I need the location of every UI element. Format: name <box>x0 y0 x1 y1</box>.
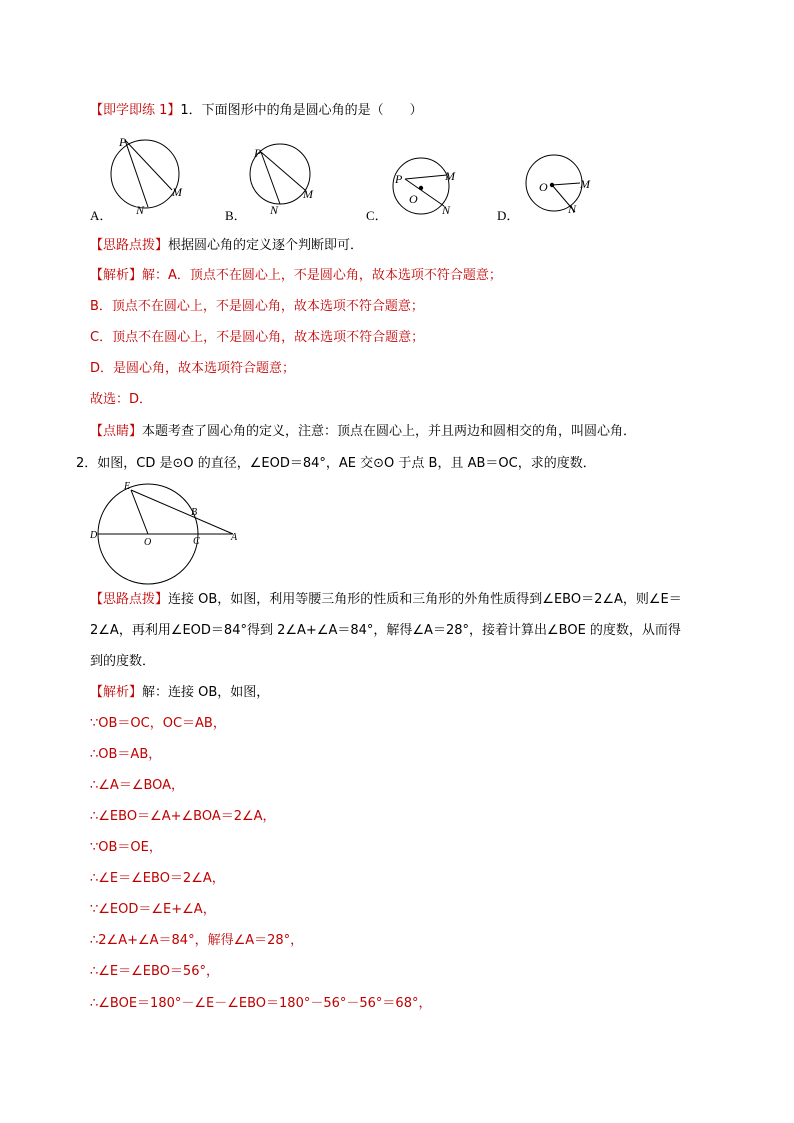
q1-analysis-text-0: 解：A．顶点不在圆心上，不是圆心角，故本选项不符合题意； <box>142 268 502 283</box>
q2-label-b: B <box>191 507 198 518</box>
figure-c <box>393 158 456 217</box>
q2-stem: 2．如图，CD 是⊙O 的直径，∠EOD＝84°，AE 交⊙O 于点 B，且 AB＝OC，求的度数． <box>76 456 596 471</box>
q2-step-6: ∵∠EOD＝∠E+∠A， <box>90 902 216 917</box>
q2-hint-line-2: 到的度数． <box>90 654 156 669</box>
q2-step-7: ∴2∠A+∠A＝84°，解得∠A＝28°， <box>90 933 304 948</box>
q1-analysis-tag: 【解析】 <box>90 268 143 283</box>
q1-hint-line <box>90 237 363 255</box>
option-c-label: C． <box>366 208 388 223</box>
fig-a-label-m: M <box>172 185 182 199</box>
q2-step-2: ∴∠A＝∠BOA， <box>90 778 185 793</box>
q2-step-4: ∵OB＝OE， <box>90 840 162 855</box>
q2-label-c: C <box>193 536 200 547</box>
figure-a <box>111 135 183 217</box>
q2-step-8: ∴∠E＝∠EBO＝56°， <box>90 964 219 979</box>
q2-analysis-intro: 解：连接 OB，如图， <box>142 685 270 700</box>
fig-d-label-m: M <box>580 177 590 191</box>
q1-comment-line <box>90 423 636 441</box>
fig-c-label-m: M <box>445 169 455 183</box>
option-b-label: B． <box>225 208 247 223</box>
q2-hint-text-0: 连接 OB，如图，利用等腰三角形的性质和三角形的外角性质得到∠EBO＝2∠A，则∠E＝ <box>168 592 682 607</box>
q2-figure <box>88 478 248 588</box>
fig-a-label-p: P <box>119 135 127 149</box>
q1-tag: 【即学即练 1】 <box>90 103 181 118</box>
fig-c-label-p: P <box>395 172 403 186</box>
figure-d <box>526 155 591 216</box>
fig-b-label-n: N <box>270 203 279 217</box>
q1-comment-tag: 【点睛】 <box>90 424 143 439</box>
q2-step-9: ∴∠BOE＝180°－∠E－∠EBO＝180°－56°－56°＝68°， <box>90 996 432 1011</box>
fig-d-label-n: N <box>568 202 577 216</box>
q1-hint-tag: 【思路点拨】 <box>90 238 169 253</box>
fig-b-label-p: P <box>254 146 262 160</box>
q2-hint-tag: 【思路点拨】 <box>90 592 169 607</box>
q1-analysis-line-4: 故选：D． <box>90 392 153 407</box>
option-d-label: D． <box>497 208 520 223</box>
option-a-label: A． <box>90 208 113 223</box>
q2-hint-line-1: 2∠A，再利用∠EOD＝84°得到 2∠A+∠A＝84°，解得∠A＝28°，接着计算出∠BOE 的度数，从而得 <box>90 623 681 638</box>
q1-analysis-line-3: D．是圆心角，故本选项符合题意； <box>90 361 296 376</box>
q2-step-1: ∴OB＝AB， <box>90 747 162 762</box>
q1-comment: 本题考查了圆心角的定义，注意：顶点在圆心上，并且两边和圆相交的角，叫圆心角． <box>142 424 637 439</box>
q1-analysis-line-0 <box>90 267 502 285</box>
q2-label-e: E <box>124 481 131 492</box>
q1-stem-line <box>90 102 423 120</box>
q2-step-0: ∵OB＝OC，OC＝AB， <box>90 716 226 731</box>
q2-step-3: ∴∠EBO＝∠A+∠BOA＝2∠A， <box>90 809 276 824</box>
q1-analysis-line-2: C．顶点不在圆心上，不是圆心角，故本选项不符合题意； <box>90 330 425 345</box>
q2-label-o: O <box>144 537 152 548</box>
q1-analysis-line-1: B．顶点不在圆心上，不是圆心角，故本选项不符合题意； <box>90 299 424 314</box>
fig-b-label-m: M <box>303 187 313 201</box>
q2-analysis-tag: 【解析】 <box>90 685 143 700</box>
q2-step-5: ∴∠E＝∠EBO＝2∠A， <box>90 871 225 886</box>
q1-figures <box>90 130 710 230</box>
q2-hint-line-0 <box>90 591 682 609</box>
fig-c-label-o: O <box>409 192 418 206</box>
q1-stem: 1．下面图形中的角是圆心角的是（ ） <box>180 103 423 118</box>
q2-label-a: A <box>231 532 238 543</box>
figure-b <box>250 144 314 217</box>
fig-a-label-n: N <box>136 203 145 217</box>
q1-hint: 根据圆心角的定义逐个判断即可． <box>168 238 364 253</box>
fig-c-label-n: N <box>442 203 451 217</box>
fig-d-label-o: O <box>539 180 548 194</box>
q2-analysis-intro-line <box>90 684 269 702</box>
q2-label-d: D <box>90 530 98 541</box>
